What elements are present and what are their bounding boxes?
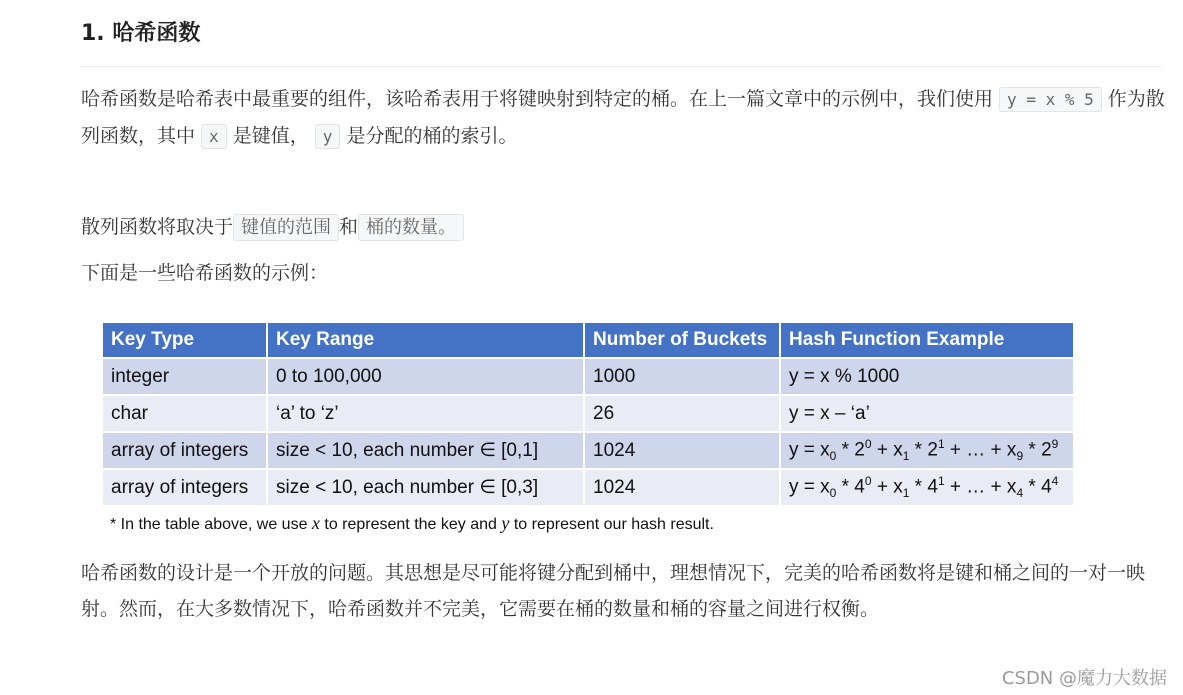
table-header-row <box>102 322 1074 358</box>
intro-paragraph: 哈希函数是哈希表中最重要的组件，该哈希表用于将键映射到特定的桶。在上一篇文章中的示例中，我们使用 y = x % 5 作为散列函数，其中 x 是键值， y 是分配的桶的索引。 <box>81 88 1165 147</box>
dependency-paragraph: 散列函数将取决于 键值的范围 和 桶的数量。 <box>81 209 464 246</box>
cell-hash-function: $y = x_0 * 2^0 + x_1 * 2^1$ + … + $x_9 * 2^9$ <box>780 432 1074 469</box>
cell-key-type: integer <box>102 358 267 395</box>
cell-key-type: array of integers <box>102 469 267 506</box>
heading-divider <box>81 66 1161 67</box>
inline-code-bucket-count: 桶的数量。 <box>358 214 464 241</box>
table-row <box>102 432 1074 469</box>
cell-buckets: 1024 <box>584 469 780 506</box>
header-key-type: Key Type <box>102 322 267 358</box>
cell-buckets: 26 <box>584 395 780 432</box>
inline-code-key-range: 键值的范围 <box>233 214 339 241</box>
header-key-range: Key Range <box>267 322 584 358</box>
cell-key-range: size < 10, each number ∈ [0,1] <box>267 432 584 469</box>
inline-code-x: x <box>201 124 227 149</box>
inline-code-hash-formula: y = x % 5 <box>999 87 1102 112</box>
design-paragraph: 哈希函数的设计是一个开放的问题。其思想是尽可能将键分配到桶中，理想情况下，完美的哈希函数将是键和桶之间的一对一映射。然而，在大多数情况下，哈希函数并不完美，它需要在桶的数量和桶的容量之间进行权衡。 <box>81 562 1146 620</box>
table-row <box>102 469 1074 506</box>
inline-code-y: y <box>315 124 341 149</box>
table-row <box>102 395 1074 432</box>
cell-key-type: array of integers <box>102 432 267 469</box>
cell-hash-function: y = x – ‘a’ <box>780 395 1074 432</box>
hash-function-table <box>101 321 1075 507</box>
cell-buckets: 1000 <box>584 358 780 395</box>
cell-key-type: char <box>102 395 267 432</box>
cell-hash-function: $y = x_0 * 4^0 + x_1 * 4^1$ + … + $x_4 * 4^4$ <box>780 469 1074 506</box>
table-footnote: * In the table above, we use x to represent the key and y to represent our hash result. <box>110 513 714 533</box>
section-heading: 1. 哈希函数 <box>81 21 201 46</box>
cell-buckets: 1024 <box>584 432 780 469</box>
cell-hash-function: y = x % 1000 <box>780 358 1074 395</box>
header-number-of-buckets: Number of Buckets <box>584 322 780 358</box>
examples-intro: 下面是一些哈希函数的示例： <box>81 262 329 284</box>
cell-key-range: 0 to 100,000 <box>267 358 584 395</box>
csdn-watermark: CSDN @魔力大数据 <box>1001 668 1167 689</box>
header-hash-function-example: Hash Function Example <box>780 322 1074 358</box>
cell-key-range: size < 10, each number ∈ [0,3] <box>267 469 584 506</box>
table-row <box>102 358 1074 395</box>
cell-key-range: ‘a’ to ‘z’ <box>267 395 584 432</box>
